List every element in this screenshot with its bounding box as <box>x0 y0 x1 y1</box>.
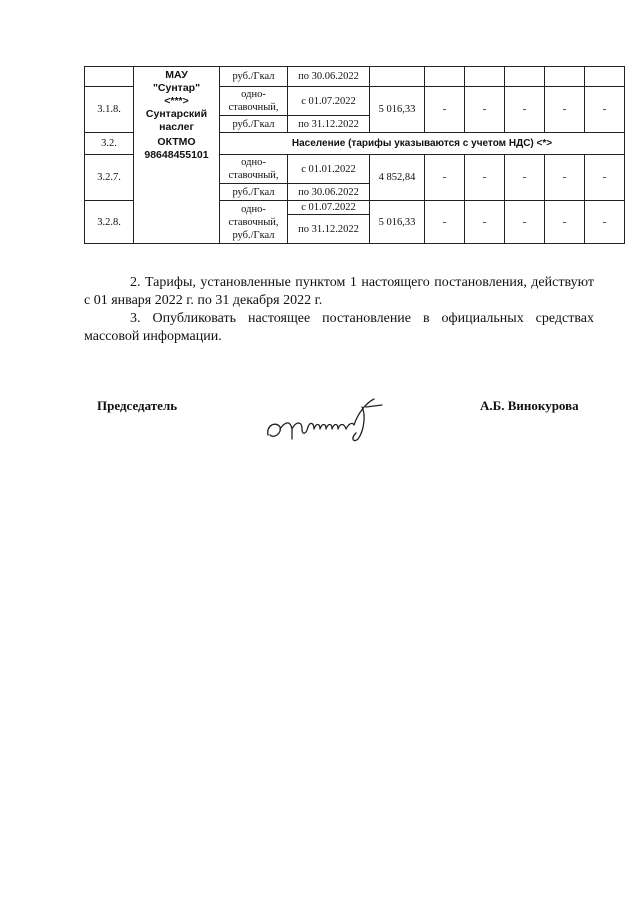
dash-cell: - <box>545 201 585 244</box>
value-cell <box>370 67 425 87</box>
period-cell: по 30.06.2022 <box>288 67 370 87</box>
org-line: наслег <box>159 121 194 133</box>
type-cell <box>220 201 288 244</box>
type-cell <box>220 87 288 116</box>
dash-cell: - <box>585 201 625 244</box>
dash-cell: - <box>505 201 545 244</box>
dash-cell: - <box>425 201 465 244</box>
dash-cell: - <box>505 87 545 133</box>
dash-cell: - <box>425 155 465 201</box>
row-number: 3.2.7. <box>85 155 134 201</box>
type-cell <box>220 155 288 184</box>
dash-cell: - <box>425 87 465 133</box>
date-from-cell: с 01.07.2022 <box>288 201 370 215</box>
dash-cell: - <box>585 87 625 133</box>
paragraph-3: 3. Опубликовать настоящее постановление в официальных средствах массовой информации. <box>84 311 594 344</box>
unit-cell: руб./Гкал <box>220 184 288 201</box>
row-number: 3.1.8. <box>85 87 134 133</box>
org-line: "Сунтар" <box>152 82 201 94</box>
dash-cell: - <box>505 155 545 201</box>
type-line: одно- <box>241 89 266 100</box>
dash-cell: - <box>465 155 505 201</box>
table-cell <box>85 67 134 87</box>
signatory-title: Председатель <box>97 398 178 413</box>
value-cell: 5 016,33 <box>370 87 425 133</box>
section-title: Население (тарифы указываются с учетом НДС) <*> <box>220 133 625 155</box>
unit-line: руб./Гкал <box>232 229 275 241</box>
table-cell <box>585 67 625 87</box>
type-line: одно- <box>241 157 266 168</box>
oktmo-label: ОКТМО <box>157 136 196 148</box>
oktmo-value: 98648455101 <box>144 149 209 161</box>
dash-cell: - <box>465 201 505 244</box>
date-from-cell: с 01.01.2022 <box>288 155 370 184</box>
org-line: Сунтарский <box>145 108 208 120</box>
value-cell: 5 016,33 <box>370 201 425 244</box>
table-cell <box>465 67 505 87</box>
org-line: <***> <box>164 95 189 107</box>
date-to-cell: по 31.12.2022 <box>288 116 370 133</box>
body-paragraphs <box>84 274 594 346</box>
signatory-name: А.Б. Винокурова <box>480 398 579 413</box>
date-from-cell: с 01.07.2022 <box>288 87 370 116</box>
section-number: 3.2. <box>85 133 134 155</box>
dash-cell: - <box>545 87 585 133</box>
table-cell <box>505 67 545 87</box>
table-cell <box>425 67 465 87</box>
row-number: 3.2.8. <box>85 201 134 244</box>
type-line: ставочный, <box>228 102 279 113</box>
org-line: МАУ <box>165 69 188 81</box>
date-to-cell: по 30.06.2022 <box>288 184 370 201</box>
tariff-table <box>84 66 625 244</box>
date-to-cell: по 31.12.2022 <box>288 215 370 244</box>
paragraph-2: 2. Тарифы, установленные пунктом 1 настоящего постановления, действуют с 01 января 2022 г. по 31 декабря 2022 г. <box>84 275 594 308</box>
table-cell <box>545 67 585 87</box>
type-line: ставочный, <box>228 170 279 181</box>
type-line: ставочный, <box>228 216 279 228</box>
dash-cell: - <box>545 155 585 201</box>
unit-cell: руб./Гкал <box>220 67 288 87</box>
unit-cell: руб./Гкал <box>220 116 288 133</box>
type-line: одно- <box>241 203 266 215</box>
handwritten-signature <box>262 395 392 455</box>
value-cell: 4 852,84 <box>370 155 425 201</box>
organization-cell <box>134 67 220 244</box>
dash-cell: - <box>465 87 505 133</box>
dash-cell: - <box>585 155 625 201</box>
